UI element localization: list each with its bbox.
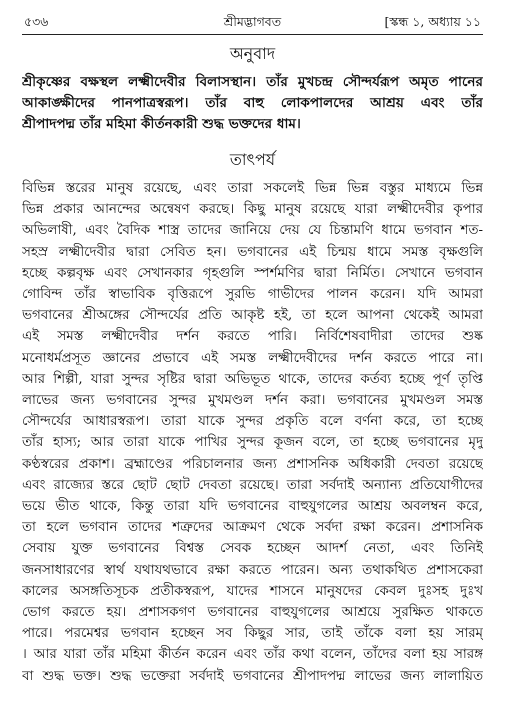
purport-line: আর শিল্পী, যারা সুন্দর সৃষ্টির দ্বারা অভিভূত থাকে, তাদের কর্তব্য হচ্ছে পূর্ণ তৃপ্তি	[22, 371, 483, 387]
running-header	[22, 8, 483, 30]
purport-line: মনোধর্মপ্রসূত জ্ঞানের প্রভাবে এই সমস্ত লক্ষ্মীদেবীদের দর্শন করতে পারে না।	[22, 350, 483, 366]
header-rule	[22, 34, 483, 35]
purport-line: বা শুদ্ধ ভক্ত। শুদ্ধ ভক্তেরা সর্বদাই ভগবানের শ্রীপাদপদ্ম লাভের জন্য লালায়িত	[22, 668, 483, 684]
purport-line: ভয়ে ভীত থাকে, কিন্তু তারা যদি ভগবানের বাহুযুগলের আশ্রয় অবলম্বন করে,	[22, 499, 483, 515]
translation-line: শ্রীকৃষ্ণের বক্ষস্থল লক্ষ্মীদেবীর বিলাসস্থান। তাঁর মুখচন্দ্র সৌন্দর্যরূপ অমৃত পানের	[22, 74, 483, 90]
book-title: শ্রীমদ্ভাগবত	[223, 14, 282, 29]
page-number: ৫৩৬	[24, 14, 49, 29]
purport-line: পারে। পরমেশ্বর ভগবান হচ্ছেন সব কিছুর সার, তাই তাঁকে বলা হয় সারম্	[22, 626, 483, 642]
canto-chapter: [স্কন্ধ ১, অধ্যায় ১১	[384, 14, 481, 29]
purport-line: অভিলাষী, এবং বৈদিক শাস্ত্র তাদের জানিয়ে দেয় যে চিন্তামণি ধামে ভগবান শত-	[22, 223, 483, 239]
translation-text	[22, 72, 483, 135]
purport-line: তাঁর হাস্য; আর তারা যাকে পাখির সুন্দর কূজন বলে, তা হচ্ছে ভগবানের মৃদু	[22, 435, 483, 451]
purport-text	[22, 178, 483, 687]
purport-line: এবং রাজ্যের স্তরে ছোট ছোট দেবতা রয়েছে। তারা সর্বদাই অন্যান্য প্রতিযোগীদের	[22, 477, 483, 493]
translation-line: শ্রীপাদপদ্ম তাঁর মহিমা কীর্তনকারী শুদ্ধ ভক্তদের ধাম।	[22, 116, 301, 132]
purport-line: লাভের জন্য ভগবানের সুন্দর মুখমণ্ডল দর্শন করা। ভগবানের মুখমণ্ডল সমস্ত	[22, 393, 483, 409]
purport-line: এই সমস্ত লক্ষ্মীদেবীর দর্শন করতে পারি। নির্বিশেষবাদীরা তাদের শুষ্ক	[22, 329, 483, 345]
purport-line: কালের অসঙ্গতিসূচক প্রতীকস্বরূপ, যাদের শাসনে মানুষদের কেবল দুঃসহ দুঃখ	[22, 583, 483, 599]
purport-line: গোবিন্দ তাঁর স্বাভাবিক বৃত্তিরূপে সুরভি গাভীদের পালন করেন। যদি আমরা	[22, 287, 483, 303]
purport-line: জনসাধারণের স্বার্থ যথাযথভাবে রক্ষা করতে পারেন। অন্য তথাকথিত প্রশাসকেরা	[22, 562, 483, 578]
purport-line: সৌন্দর্যের আধারস্বরূপ। তারা যাকে সুন্দর প্রকৃতি বলে বর্ণনা করে, তা হচ্ছে	[22, 414, 483, 430]
translation-heading: অনুবাদ	[229, 44, 276, 63]
purport-line: ভিন্ন প্রকার আনন্দের অন্বেষণ করছে। কিছু মানুষ রয়েছে যারা লক্ষ্মীদেবীর কৃপার	[22, 202, 483, 218]
purport-line: ভোগ করতে হয়। প্রশাসকগণ ভগবানের বাহুযুগলের আশ্রয়ে সুরক্ষিত থাকতে	[22, 605, 483, 621]
purport-heading: তাৎপর্য	[229, 150, 276, 169]
purport-line: তা হলে ভগবান তাদের শত্রুদের আক্রমণ থেকে সর্বদা রক্ষা করেন। প্রশাসনিক	[22, 520, 483, 536]
purport-line: সহস্র লক্ষ্মীদেবীর দ্বারা সেবিত হন। ভগবানের এই চিন্ময় ধামে সমস্ত বৃক্ষগুলি	[22, 244, 483, 260]
purport-line: হচ্ছে কল্পবৃক্ষ এবং সেখানকার গৃহগুলি স্পর্শমণির দ্বারা নির্মিত। সেখানে ভগবান	[22, 265, 483, 281]
purport-line: কণ্ঠস্বরের প্রকাশ। ব্রহ্মাণ্ডের পরিচালনার জন্য প্রশাসনিক অধিকারী দেবতা রয়েছে	[22, 456, 483, 472]
purport-line: । আর যারা তাঁর মহিমা কীর্তন করেন এবং তাঁর কথা বলেন, তাঁদের বলা হয় সারঙ্গ	[22, 647, 483, 663]
purport-line: ভগবানের শ্রীঅঙ্গের সৌন্দর্যের প্রতি আকৃষ্ট হই, তা হলে আপনা থেকেই আমরা	[22, 308, 483, 324]
purport-line: সেবায় যুক্ত ভগবানের বিশ্বস্ত সেবক হচ্ছেন আদর্শ নেতা, এবং তিনিই	[22, 541, 483, 557]
translation-line: আকাঙ্ক্ষীদের পানপাত্রস্বরূপ। তাঁর বাহু লোকপালদের আশ্রয় এবং তাঁর	[22, 95, 483, 111]
purport-line: বিভিন্ন স্তরের মানুষ রয়েছে, এবং তারা সকলেই ভিন্ন ভিন্ন বস্তুর মাধ্যমে ভিন্ন	[22, 181, 483, 196]
